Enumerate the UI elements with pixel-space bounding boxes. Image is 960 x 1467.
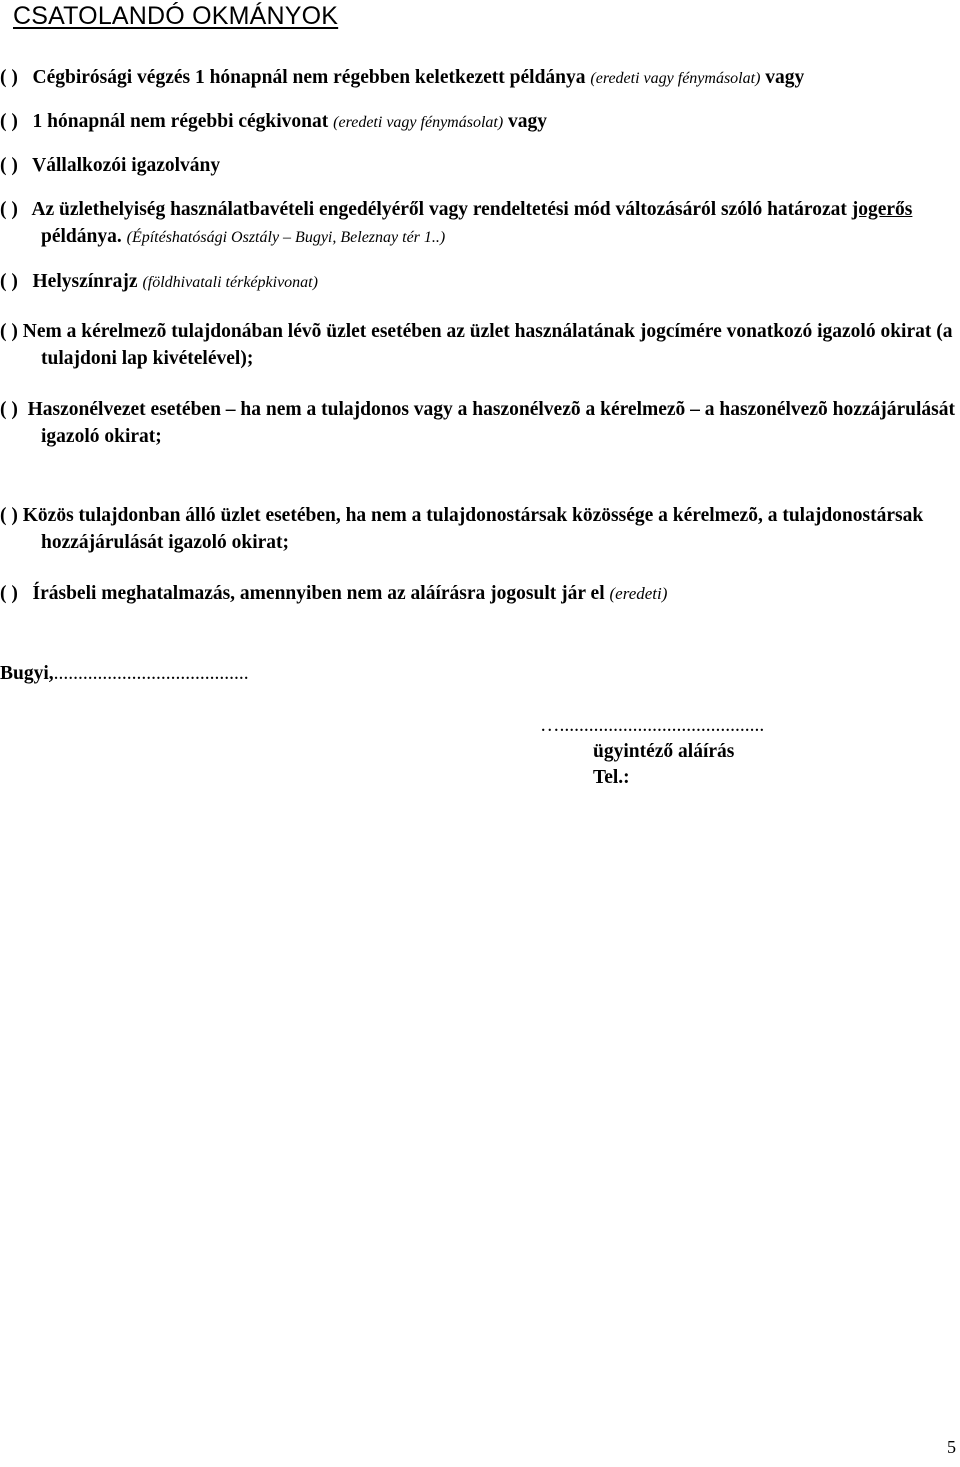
item-text: Vállalkozói igazolvány	[32, 155, 221, 176]
checkbox[interactable]: ( )	[0, 321, 18, 342]
item-note: (eredeti vagy fénymásolat)	[590, 70, 761, 87]
place-label: Bugyi,	[0, 663, 54, 684]
signature-caption: ügyintéző aláírás	[593, 741, 735, 762]
place-date	[0, 660, 958, 687]
list-item-occupancy-permit	[0, 196, 958, 251]
checkbox[interactable]: ( )	[0, 505, 18, 526]
item-note: (Építéshatósági Osztály – Bugyi, Beleznay tér 1..)	[126, 229, 446, 246]
item-text-after: példánya.	[41, 226, 122, 247]
item-text: Közös tulajdonban álló üzlet esetében, ha nem a tulajdonostársak közössége a kérelmezõ, a tulajdonostársak hozzájárulását igazoló okirat;	[22, 505, 924, 553]
list-item-joint-ownership	[0, 502, 958, 556]
page-title: CSATOLANDÓ OKMÁNYOK	[13, 2, 339, 30]
date-field[interactable]: ........................................	[53, 663, 249, 684]
item-text: Helyszínrajz	[32, 271, 138, 292]
item-suffix: vagy	[508, 111, 548, 132]
checkbox[interactable]: ( )	[0, 271, 18, 292]
item-text: Cégbirósági végzés 1 hónapnál nem régebben keletkezett példánya	[32, 67, 586, 88]
checkbox[interactable]: ( )	[0, 111, 18, 132]
list-item-power-of-attorney	[0, 580, 958, 607]
list-item-usufruct	[0, 396, 958, 450]
list-item-court-order	[0, 64, 958, 92]
checkbox[interactable]: ( )	[0, 67, 18, 88]
checkbox[interactable]: ( )	[0, 583, 18, 604]
item-text: Nem a kérelmezõ tulajdonában lévõ üzlet esetében az üzlet használatának jogcímére vonatkozó igazoló okirat (a tulajdoni lap kivételével);	[22, 321, 953, 369]
item-note: (eredeti)	[609, 584, 668, 603]
list-item-usage-title	[0, 318, 958, 372]
item-text: 1 hónapnál nem régebbi cégkivonat	[32, 111, 329, 132]
phone-label: Tel.:	[593, 767, 630, 788]
signature-field[interactable]: …..........................................	[540, 715, 765, 736]
page-number: 5	[947, 1437, 956, 1457]
signature-line	[540, 712, 764, 739]
item-text: Haszonélvezet esetében – ha nem a tulajdonos vagy a haszonélvezõ a kérelmezõ – a haszonélvezõ hozzájárulását igazoló okirat;	[27, 399, 956, 447]
item-text: Írásbeli meghatalmazás, amennyiben nem az aláírásra jogosult jár el	[32, 583, 605, 604]
list-item-site-plan	[0, 268, 958, 296]
list-item-entrepreneur-id	[0, 152, 958, 179]
list-item-company-extract	[0, 108, 958, 136]
item-suffix: vagy	[765, 67, 805, 88]
checkbox[interactable]: ( )	[0, 199, 18, 220]
checkbox[interactable]: ( )	[0, 399, 18, 420]
item-text: Az üzlethelyiség használatbavételi engedélyéről vagy rendeltetési mód változásáról szóló határozat	[31, 199, 847, 220]
item-note: (eredeti vagy fénymásolat)	[333, 114, 504, 131]
checkbox[interactable]: ( )	[0, 155, 18, 176]
item-note: (földhivatali térképkivonat)	[142, 274, 318, 291]
item-text-underlined: jogerős	[851, 199, 913, 220]
